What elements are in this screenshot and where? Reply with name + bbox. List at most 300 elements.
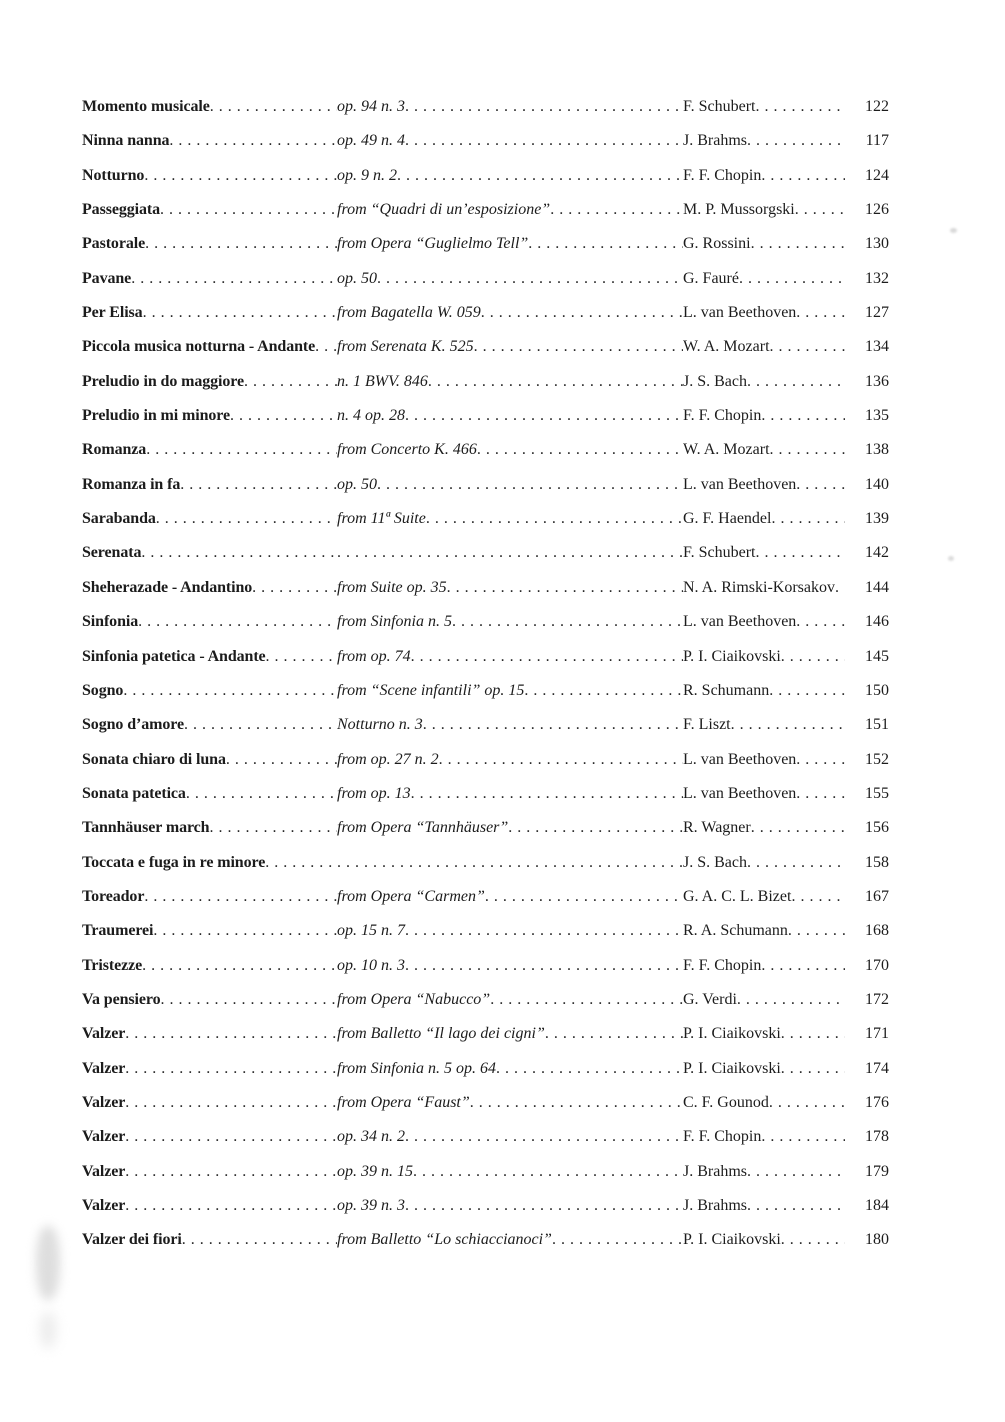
dot-leader [747,1189,845,1223]
piece-title: Traumerei [82,922,154,940]
piece-source: n. 1 BWV. 846 [337,372,428,390]
title-cell [82,262,337,296]
piece-source: from Serenata K. 525 [337,338,474,356]
source-cell [337,914,683,948]
dot-leader [508,811,683,845]
composer-cell [683,983,845,1017]
dot-leader [377,468,683,502]
piece-source: from op. 27 n. 2 [337,750,439,768]
page-cell [845,1189,889,1223]
piece-source: op. 94 n. 3 [337,98,405,115]
page-cell [845,1086,889,1120]
piece-source: from Opera “Tannhäuser” [337,819,509,837]
dot-leader [481,296,683,330]
dot-leader [209,811,337,845]
title-cell [82,365,337,399]
toc-page [82,90,889,1258]
composer-cell [683,502,845,536]
dot-leader [182,1223,337,1257]
page-cell [845,536,889,570]
title-cell [82,193,337,227]
dot-leader [405,399,683,433]
toc-row [82,1155,889,1189]
page-number: 184 [865,1197,889,1214]
source-cell [337,811,683,845]
toc-row [82,949,889,983]
composer-cell [683,640,845,674]
title-cell [82,880,337,914]
title-cell [82,1120,337,1154]
piece-composer: L. van Beethoven [683,304,797,322]
toc-row [82,708,889,742]
dot-leader [761,159,845,193]
page-number: 152 [865,750,889,768]
source-cell [337,262,683,296]
source-cell [337,880,683,914]
piece-source: op. 15 n. 7 [337,922,405,940]
source-cell [337,1189,683,1223]
source-cell [337,365,683,399]
page-number: 156 [865,819,889,837]
source-cell [337,227,683,261]
composer-cell [683,1052,845,1086]
toc-row [82,811,889,845]
composer-cell [683,296,845,330]
page-number: 151 [865,716,889,734]
dot-leader [474,330,683,364]
dot-leader [747,1155,845,1189]
piece-title: Ninna nanna [82,132,170,150]
dot-leader [781,640,845,674]
page-number: 122 [865,98,889,115]
piece-composer: F. F. Chopin [683,166,762,184]
piece-title: Valzer [82,1162,126,1180]
source-cell [337,468,683,502]
piece-source: op. 9 n. 2 [337,166,397,184]
composer-cell [683,365,845,399]
source-cell [337,571,683,605]
piece-source: from 11ª Suite [337,510,426,528]
page-cell [845,90,889,124]
page-number: 172 [865,990,889,1008]
page-cell [845,743,889,777]
piece-source: from op. 13 [337,784,411,802]
title-cell [82,983,337,1017]
toc-row [82,983,889,1017]
dot-leader [266,640,337,674]
dot-leader [423,708,683,742]
dot-leader [747,846,845,880]
title-cell [82,502,337,536]
dot-leader [761,399,845,433]
dot-leader [377,262,683,296]
dot-leader [405,1189,683,1223]
dot-leader [125,1052,337,1086]
dot-leader [770,330,845,364]
piece-composer: J. S. Bach [683,853,747,871]
page-number: 170 [865,956,889,974]
composer-cell [683,1189,845,1223]
piece-composer: P. I. Ciaikovski [683,1059,781,1077]
toc-row [82,605,889,639]
dot-leader [265,846,337,880]
composer-cell [683,880,845,914]
toc-row [82,262,889,296]
source-cell [337,90,683,124]
toc-row [82,1223,889,1257]
toc-row [82,571,889,605]
composer-cell [683,1086,845,1120]
composer-cell [683,1155,845,1189]
dot-leader [411,777,683,811]
composer-cell [683,1017,845,1051]
dot-leader [751,811,845,845]
page-cell [845,605,889,639]
piece-composer: M. P. Mussorgski [683,201,795,219]
title-cell [82,949,337,983]
dot-leader [796,743,845,777]
source-cell [337,777,683,811]
piece-source: from Balletto “Il lago dei cigni” [337,1025,545,1043]
dot-leader [125,1189,337,1223]
dot-leader [131,262,337,296]
source-cell [337,1155,683,1189]
dot-leader [337,846,683,880]
dot-leader [496,1052,683,1086]
piece-composer: N. A. Rimski-Korsakov [683,578,835,596]
piece-composer: R. Wagner [683,819,751,837]
dot-leader [405,90,683,124]
page-number: 140 [865,475,889,493]
toc-row [82,296,889,330]
source-cell [337,193,683,227]
piece-source: n. 4 op. 28 [337,407,405,425]
source-cell [337,605,683,639]
dot-leader [470,1086,683,1120]
piece-composer: P. I. Ciaikovski [683,1231,781,1249]
dot-leader [796,605,845,639]
dot-leader [123,674,337,708]
toc-row [82,880,889,914]
dot-leader [337,536,683,570]
dot-leader [160,193,337,227]
piece-title: Sinfonia patetica - Andante [82,647,266,665]
dot-leader [156,502,337,536]
dot-leader [781,1017,845,1051]
page-number: 139 [865,510,889,528]
piece-title: Momento musicale [82,98,210,115]
piece-title: Toccata e fuga in re minore [82,853,266,871]
scan-speck [948,556,954,561]
piece-composer: L. van Beethoven [683,784,797,802]
dot-leader [153,914,337,948]
source-cell [337,1052,683,1086]
piece-composer: F. Liszt [683,716,731,734]
piece-title: Valzer [82,1128,126,1146]
piece-composer: J. Brahms [683,132,747,150]
title-cell [82,605,337,639]
page-number: 135 [865,407,889,425]
page-cell [845,193,889,227]
dot-leader [252,571,337,605]
page-number: 155 [865,784,889,802]
piece-composer: F. F. Chopin [683,1128,762,1146]
dot-leader [405,124,683,158]
source-cell [337,743,683,777]
piece-source: from Concerto K. 466 [337,441,477,459]
piece-title: Valzer [82,1093,126,1111]
title-cell [82,1223,337,1257]
source-cell [337,502,683,536]
dot-leader [747,365,845,399]
title-cell [82,1155,337,1189]
page-cell [845,433,889,467]
source-cell [337,1120,683,1154]
dot-leader [739,262,845,296]
source-cell [337,1223,683,1257]
dot-leader [426,502,683,536]
composer-cell [683,708,845,742]
title-cell [82,1017,337,1051]
piece-title: Sogno d’amore [82,716,184,734]
piece-title: Tannhäuser march [82,819,210,837]
toc-row [82,227,889,261]
piece-composer: G. Rossini [683,235,751,253]
dot-leader [144,159,337,193]
piece-source: op. 39 n. 3 [337,1197,405,1214]
composer-cell [683,743,845,777]
title-cell [82,571,337,605]
composer-cell [683,811,845,845]
dot-leader [788,914,845,948]
dot-leader [142,949,337,983]
page-number: 158 [865,853,889,871]
dot-leader [184,708,337,742]
dot-leader [524,674,683,708]
piece-title: Sinfonia [82,613,139,631]
piece-source: Notturno n. 3 [337,716,423,734]
dot-leader [144,880,337,914]
dot-leader [125,1120,337,1154]
page-number: 136 [865,372,889,390]
page-cell [845,983,889,1017]
page-number: 171 [865,1025,889,1043]
page-number: 117 [865,132,889,150]
page-cell [845,914,889,948]
dot-leader [141,536,337,570]
composer-cell [683,262,845,296]
page-cell [845,1052,889,1086]
composer-cell [683,949,845,983]
toc-row [82,330,889,364]
piece-source: from Bagatella W. 059 [337,304,481,322]
dot-leader [485,880,683,914]
composer-cell [683,193,845,227]
page-number: 144 [865,578,889,596]
piece-composer: R. A. Schumann [683,922,788,940]
piece-composer: G. Verdi [683,990,737,1008]
page-cell [845,571,889,605]
piece-composer: G. A. C. L. Bizet [683,887,792,905]
composer-cell [683,90,845,124]
piece-title: Pavane [82,269,132,287]
piece-composer: J. S. Bach [683,372,747,390]
piece-composer: F. F. Chopin [683,956,762,974]
dot-leader [791,880,845,914]
page-number: 167 [865,887,889,905]
piece-source: from “Scene infantili” op. 15 [337,681,525,699]
dot-leader [411,640,683,674]
title-cell [82,433,337,467]
piece-title: Tristezze [82,956,143,974]
dot-leader [125,1086,337,1120]
dot-leader [835,571,845,605]
dot-leader [125,1155,337,1189]
toc-row [82,468,889,502]
source-cell [337,536,683,570]
piece-title: Romanza in fa [82,475,181,493]
page-cell [845,1223,889,1257]
source-cell [337,399,683,433]
dot-leader [180,468,337,502]
title-cell [82,640,337,674]
dot-leader [169,124,337,158]
piece-composer: G. Fauré [683,269,739,287]
toc-row [82,777,889,811]
title-cell [82,674,337,708]
title-cell [82,1086,337,1120]
title-cell [82,159,337,193]
dot-leader [405,1120,683,1154]
toc-row [82,1189,889,1223]
dot-leader [737,983,845,1017]
toc-row [82,433,889,467]
piece-composer: G. F. Haendel [683,510,772,528]
title-cell [82,536,337,570]
piece-composer: J. Brahms [683,1162,747,1180]
piece-composer: P. I. Ciaikovski [683,647,781,665]
source-cell [337,708,683,742]
dot-leader [528,227,683,261]
scan-smudge [36,1226,60,1300]
page-number: 168 [865,922,889,940]
toc-row [82,159,889,193]
composer-cell [683,536,845,570]
title-cell [82,743,337,777]
dot-leader [796,468,845,502]
toc-row [82,1086,889,1120]
page-cell [845,262,889,296]
toc-row [82,399,889,433]
page-number: 180 [865,1231,889,1249]
title-cell [82,811,337,845]
piece-source: op. 39 n. 15 [337,1162,413,1180]
piece-source: from Opera “Faust” [337,1093,470,1111]
title-cell [82,124,337,158]
piece-title: Pastorale [82,235,146,253]
piece-composer: J. Brahms [683,1197,747,1214]
toc-row [82,914,889,948]
toc-row [82,743,889,777]
toc-row [82,502,889,536]
title-cell [82,777,337,811]
piece-composer: F. Schubert [683,544,756,562]
dot-leader [413,1155,683,1189]
toc-row [82,193,889,227]
piece-source: from Sinfonia n. 5 op. 64 [337,1059,496,1077]
piece-title: Sonata chiaro di luna [82,750,226,768]
source-cell [337,124,683,158]
title-cell [82,296,337,330]
source-cell [337,296,683,330]
source-cell [337,330,683,364]
piece-source: from Opera “Guglielmo Tell” [337,235,529,253]
piece-source: from Opera “Carmen” [337,887,485,905]
piece-composer: F. F. Chopin [683,407,762,425]
piece-title: Valzer [82,1197,126,1214]
title-cell [82,227,337,261]
page-cell [845,365,889,399]
piece-title: Romanza [82,441,147,459]
dot-leader [761,1120,845,1154]
page-number: 142 [865,544,889,562]
piece-title: Per Elisa [82,304,143,322]
piece-source: from Balletto “Lo schiaccianoci” [337,1231,552,1249]
composer-cell [683,605,845,639]
dot-leader [477,433,683,467]
dot-leader [545,1017,683,1051]
dot-leader [781,1223,845,1257]
page-number: 132 [865,269,889,287]
dot-leader [452,605,683,639]
page-number: 179 [865,1162,889,1180]
dot-leader [756,90,846,124]
piece-title: Preludio in do maggiore [82,372,245,390]
page-number: 124 [865,166,889,184]
page-number: 130 [865,235,889,253]
page-cell [845,846,889,880]
dot-leader [428,365,683,399]
dot-leader [795,193,845,227]
composer-cell [683,399,845,433]
title-cell [82,90,337,124]
toc-list [82,90,889,1258]
piece-title: Passeggiata [82,201,161,219]
composer-cell [683,571,845,605]
title-cell [82,1052,337,1086]
page-number: 134 [865,338,889,356]
dot-leader [146,433,337,467]
piece-composer: P. I. Ciaikovski [683,1025,781,1043]
page-cell [845,1120,889,1154]
toc-row [82,674,889,708]
piece-title: Piccola musica notturna - Andante [82,338,316,356]
page-cell [845,330,889,364]
composer-cell [683,330,845,364]
piece-title: Toreador [82,887,145,905]
piece-source: op. 10 n. 3 [337,956,405,974]
page-number: 127 [865,304,889,322]
page-number: 145 [865,647,889,665]
page-cell [845,880,889,914]
composer-cell [683,159,845,193]
page-number: 174 [865,1059,889,1077]
dot-leader [781,1052,845,1086]
source-cell [337,846,683,880]
title-cell [82,399,337,433]
toc-row [82,90,889,124]
dot-leader [186,777,337,811]
